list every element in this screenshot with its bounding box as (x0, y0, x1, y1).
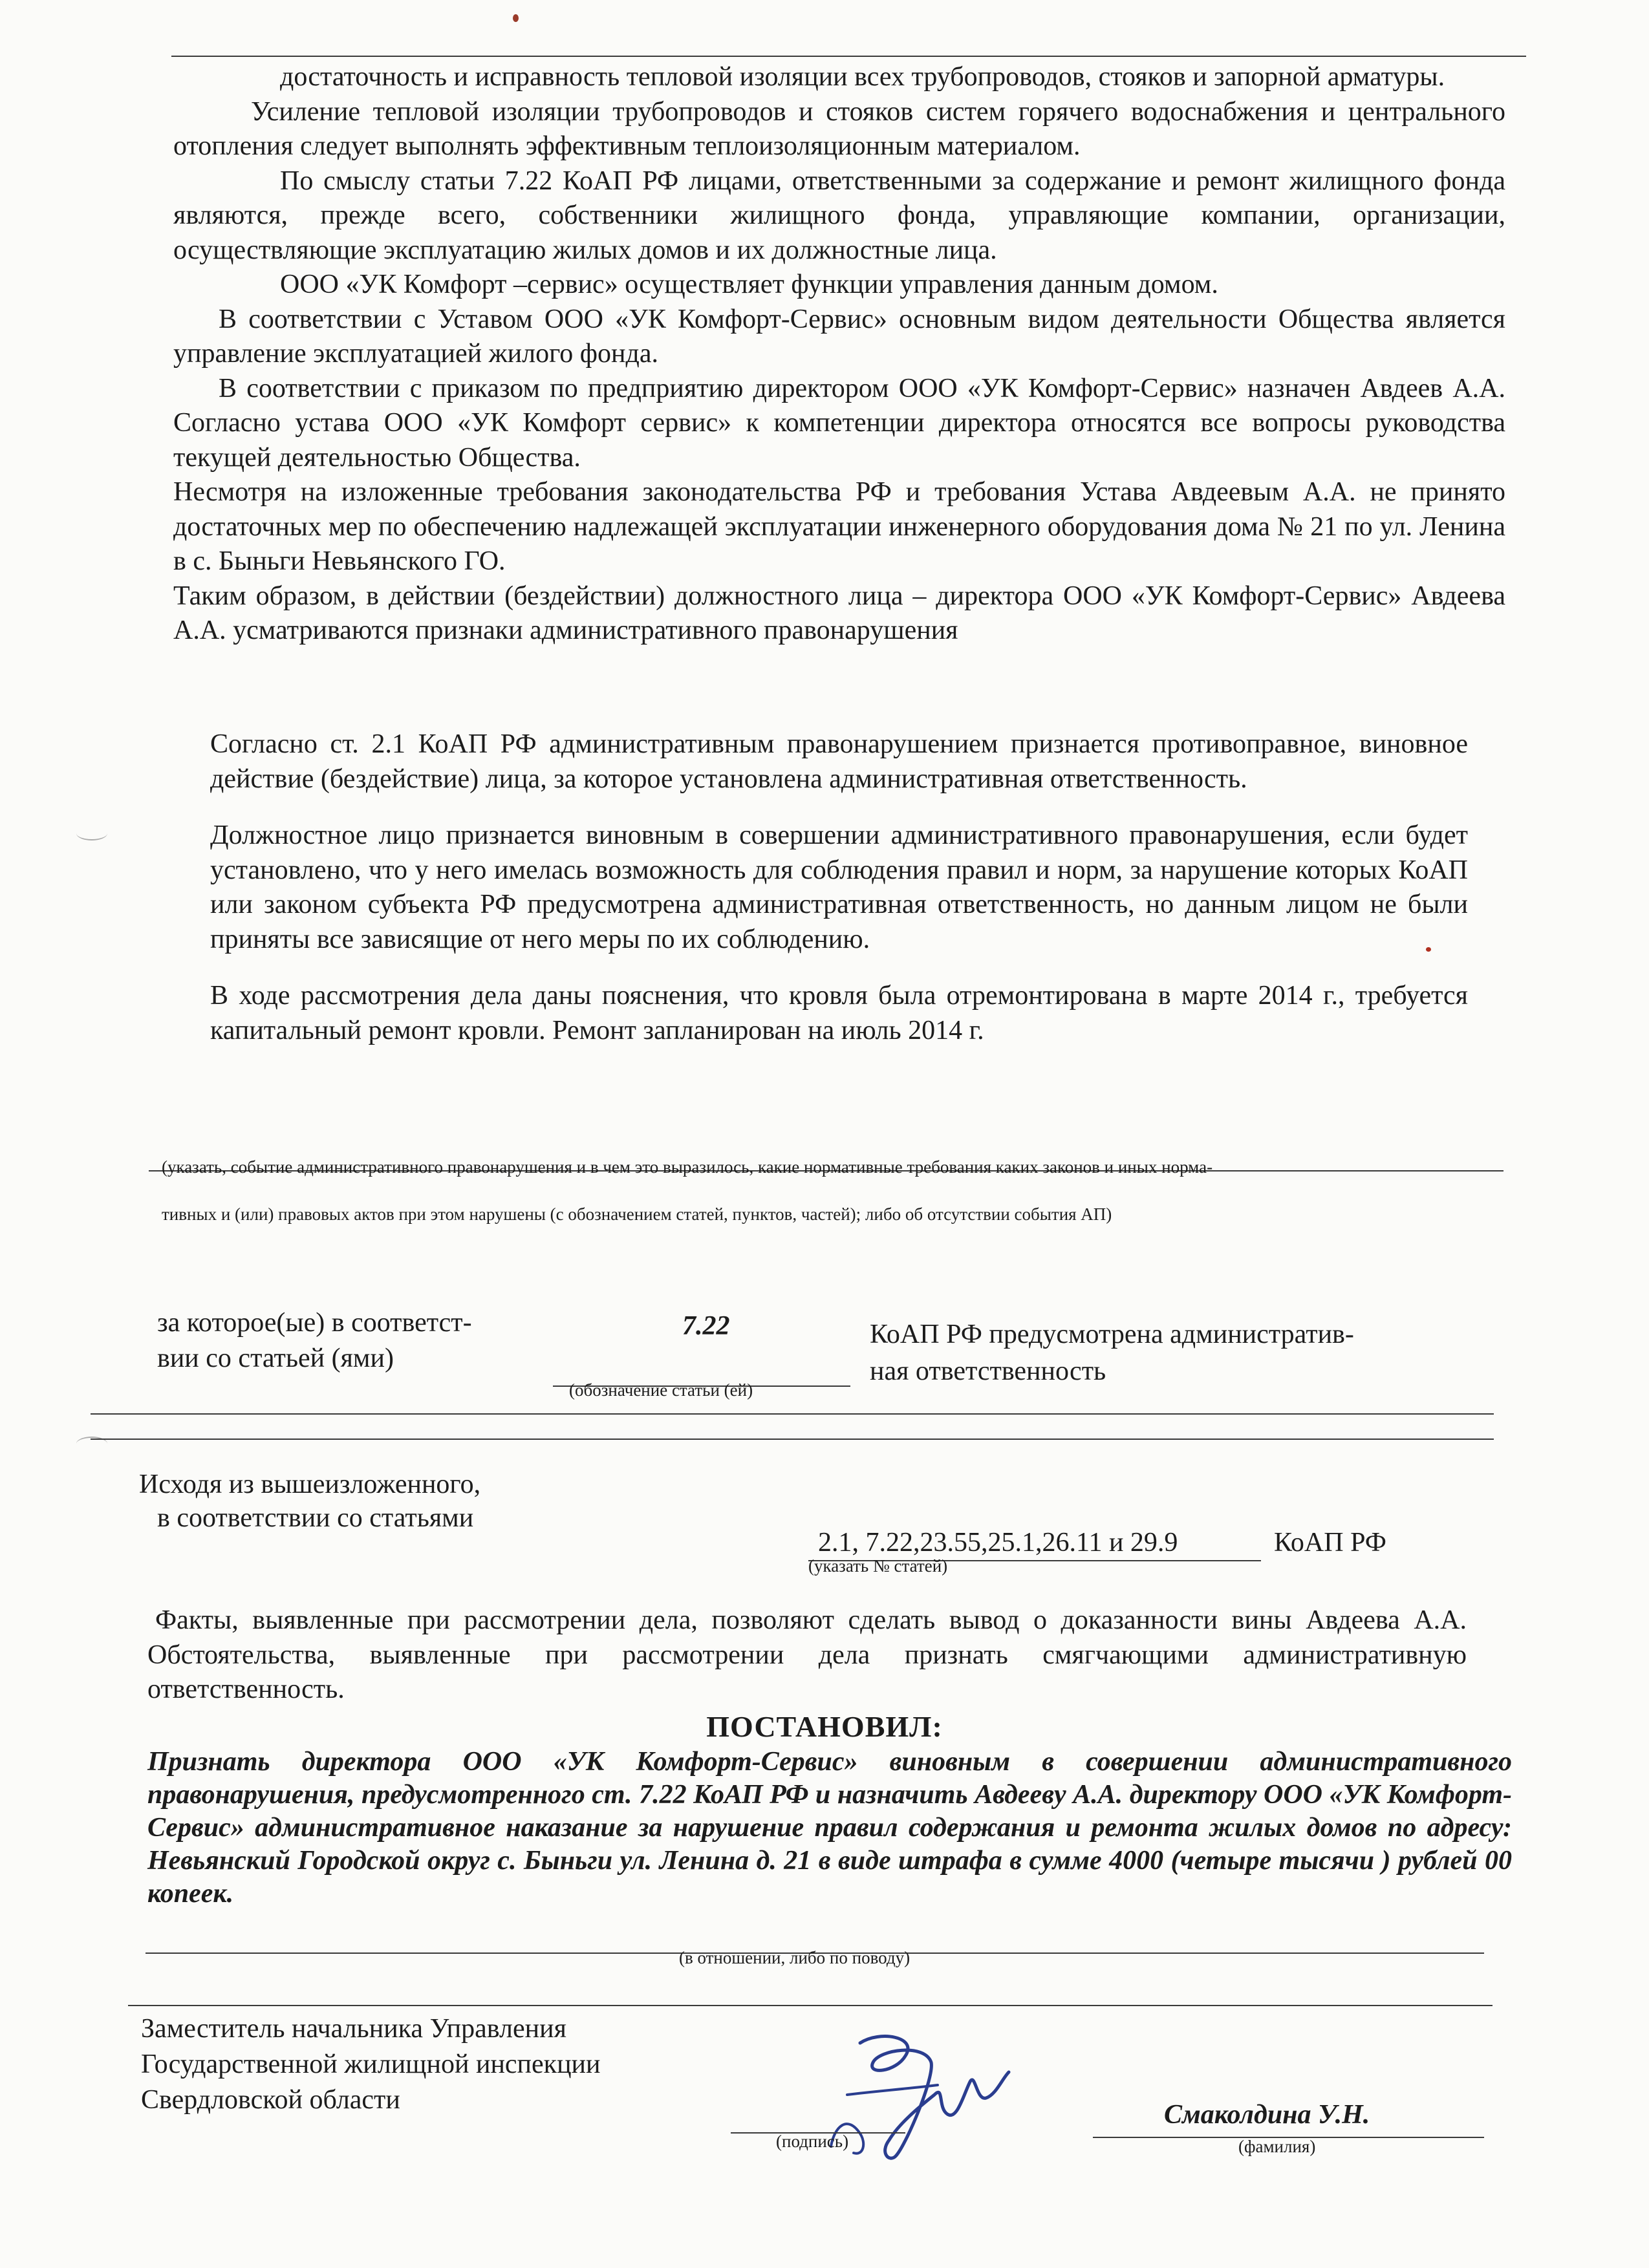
section-rule (91, 1439, 1494, 1440)
name-caption: (фамилия) (1238, 2137, 1316, 2156)
signatory-title-line: Заместитель начальника Управления (141, 2014, 566, 2044)
basis-articles-suffix: КоАП РФ (1274, 1528, 1386, 1557)
footnote-event-line: (указать, событие административного правонарушения и в чем это выразилось, какие нормативные требования каких законов и иных норма- (162, 1157, 1213, 1177)
paragraph: Несмотря на изложенные требования законодательства РФ и требования Устава Авдеевым А.А. не принято достаточных мер по обеспечению надлежащей эксплуатации инженерного оборудования дома № 21 по ул. Ленина в с. Быньги Невьянского ГО. (173, 477, 1505, 576)
paragraph: достаточность и исправность тепловой изоляции всех трубопроводов, стояков и запорной арматуры. (280, 62, 1445, 92)
top-rule (171, 56, 1526, 57)
paragraph: Усиление тепловой изоляции трубопроводов и стояков систем горячего водоснабжения и центрального отопления следует выполнять эффективным теплоизоляционным материалом. (173, 96, 1505, 161)
scan-dot (513, 14, 519, 22)
paragraph: В соответствии с Уставом ООО «УК Комфорт-Сервис» основным видом деятельности Общества является управление эксплуатацией жилого фонда. (173, 304, 1505, 369)
paragraph: В соответствии с приказом по предприятию директором ООО «УК Комфорт-Сервис» назначен Авдеев А.А. Согласно устава ООО «УК Комфорт сервис» к компетенции директора относятся все вопросы руководства текущей деятельностью Общества. (173, 373, 1505, 473)
article-number: 7.22 (682, 1311, 730, 1341)
signatory-title-line: Свердловской области (141, 2085, 400, 2115)
article-right-line: КоАП РФ предусмотрена административ- (870, 1320, 1354, 1349)
basis-line: в соответствии со статьями (157, 1503, 474, 1533)
resolution-heading: ПОСТАНОВИЛ: (706, 1710, 943, 1743)
article-left-line: вии со статьей (ями) (157, 1343, 394, 1373)
signatory-name: Смаколдина У.Н. (1164, 2100, 1370, 2130)
scan-edge-mark (76, 826, 107, 840)
paragraph: Таким образом, в действии (бездействии) должностного лица – директора ООО «УК Комфорт-Сервис» Авдеева А.А. усматриваются признаки административного правонарушения (173, 581, 1505, 645)
article-caption: (обозначение статьи (ей) (569, 1380, 753, 1400)
article-right-line: ная ответственность (870, 1356, 1106, 1386)
section-rule (91, 1413, 1494, 1415)
article-left-line: за которое(ые) в соответст- (157, 1308, 472, 1338)
body-text-top (173, 60, 1505, 648)
signatory-rule (128, 2005, 1493, 2006)
basis-articles: 2.1, 7.22,23.55,25.1,26.11 и 29.9 (818, 1528, 1178, 1557)
verdict-text: Признать директора ООО «УК Комфорт-Сервис» виновным в совершении административного правонарушения, предусмотренного ст. 7.22 КоАП РФ и назначить Авдееву А.А. директору ООО «УК Комфорт-Сервис» административное наказание за нарушение правил содержания и ремонта жилых домов по адресу: Невьянский Городской округ с. Быньги ул. Ленина д. 21 в виде штрафа в сумме 4000 (четыре тысячи ) рублей 00 копеек. (147, 1747, 1512, 1909)
basis-caption: (указать № статей) (808, 1556, 948, 1576)
paragraph: ООО «УК Комфорт –сервис» осуществляет функции управления данным домом. (280, 270, 1218, 299)
signature-caption: (подпись) (776, 2132, 849, 2151)
paragraph: Согласно ст. 2.1 КоАП РФ административным правонарушением признается противоправное, виновное действие (бездействие) лица, за которое установлена административная ответственность. (210, 729, 1468, 794)
verdict-caption: (в отношении, либо по поводу) (679, 1948, 911, 1967)
body-text-mid (210, 727, 1468, 1048)
paragraph: По смыслу статьи 7.22 КоАП РФ лицами, ответственными за содержание и ремонт жилищного фонда являются, прежде всего, собственники жилищного фонда, управляющие компании, организации, осуществляющие эксплуатацию жилых домов и их должностные лица. (173, 166, 1505, 265)
footnote-event-line: тивных и (или) правовых актов при этом нарушены (с обозначением статей, пунктов, частей); либо об отсутствии события АП) (162, 1204, 1112, 1224)
facts-text: Факты, выявленные при рассмотрении дела, позволяют сделать вывод о доказанности вины Авдеева А.А. Обстоятельства, выявленные при рассмотрении дела признать смягчающими административную ответственность. (147, 1605, 1467, 1704)
paragraph: В ходе рассмотрения дела даны пояснения, что кровля была отремонтирована в марте 2014 г., требуется капитальный ремонт кровли. Ремонт запланирован на июль 2014 г. (210, 981, 1468, 1045)
basis-line: Исходя из вышеизложенного, (139, 1470, 481, 1499)
signatory-title-line: Государственной жилищной инспекции (141, 2049, 601, 2079)
paragraph: Должностное лицо признается виновным в совершении административного правонарушения, если будет установлено, что у него имелась возможность для соблюдения правил и норм, за нарушение которых КоАП или законом субъекта РФ предусмотрена административная ответственность, но данным лицом не были приняты все зависящие от него меры по их соблюдению. (210, 820, 1468, 954)
